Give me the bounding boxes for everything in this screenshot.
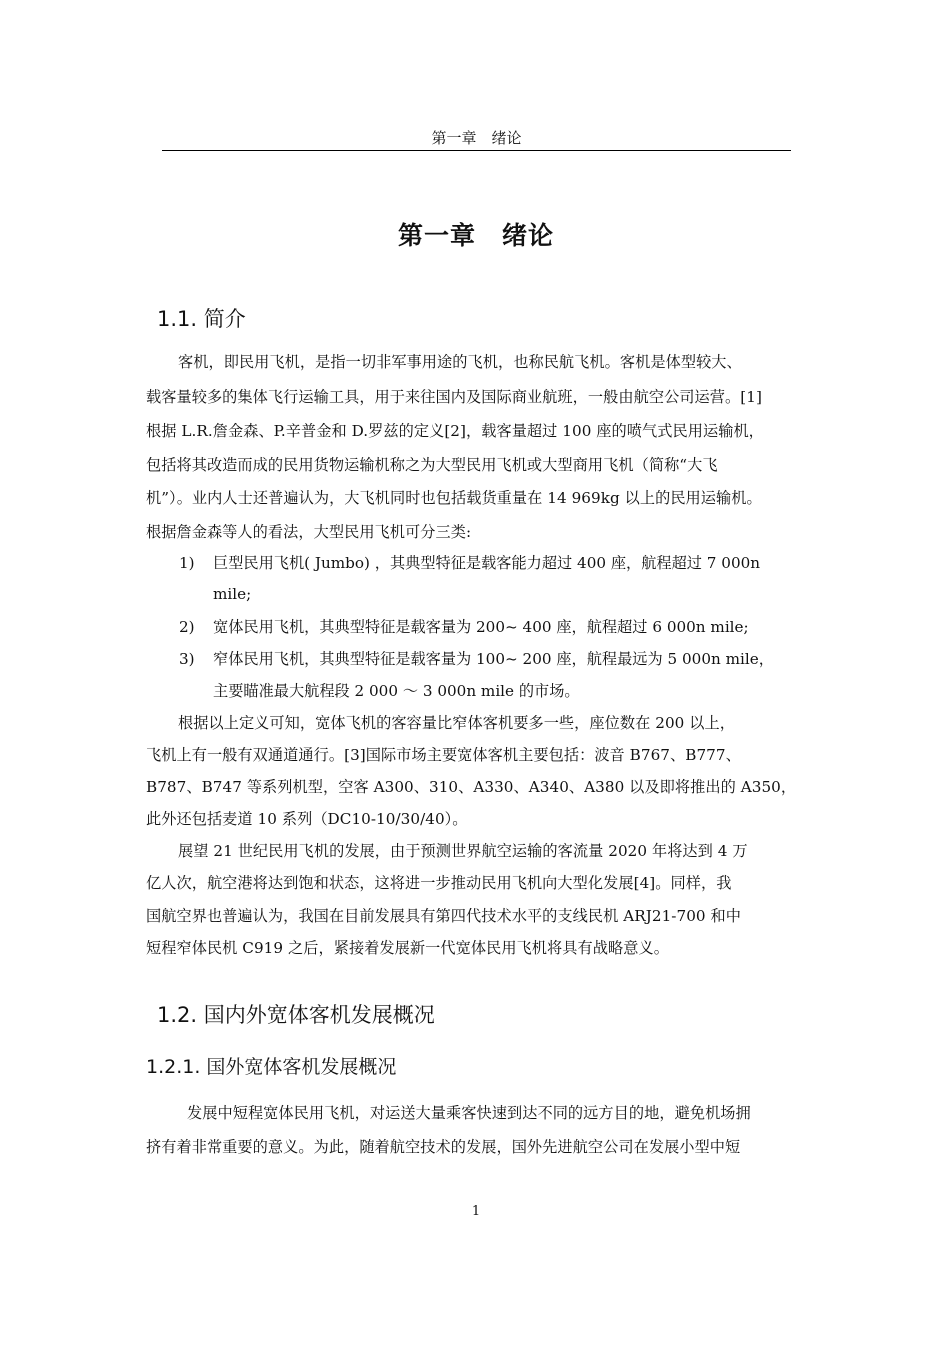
- paragraph-line: 国航空界也普遍认为，我国在目前发展具有第四代技术水平的支线民机 ARJ21-700 和中: [146, 907, 741, 925]
- list-item-text: 主要瞄准最大航程段 2 000 ～ 3 000n mile 的市场。: [213, 682, 580, 700]
- paragraph-line: 挤有着非常重要的意义。为此，随着航空技术的发展，国外先进航空公司在发展小型中短: [146, 1138, 741, 1156]
- list-item-text: 宽体民用飞机，其典型特征是载客量为 200~ 400 座，航程超过 6 000n mile;: [213, 618, 749, 636]
- paragraph-line: 根据詹金森等人的看法，大型民用飞机可分三类:: [146, 523, 472, 541]
- paragraph-line: 机”）。业内人士还普遍认为，大飞机同时也包括载货重量在 14 969kg 以上的民用运输机。: [146, 489, 762, 507]
- list-item-text: 巨型民用飞机( Jumbo) ，其典型特征是载客能力超过 400 座，航程超过 7 000n: [213, 554, 761, 572]
- paragraph-line: 根据 L.R.詹金森、P.辛普金和 D.罗兹的定义[2]，载客量超过 100 座的喷气式民用运输机，: [146, 422, 764, 440]
- paragraph-line: 包括将其改造而成的民用货物运输机称之为大型民用飞机或大型商用飞机（简称“大飞: [146, 456, 718, 474]
- paragraph-line: 发展中短程宽体民用飞机，对运送大量乘客快速到达不同的远方目的地，避免机场拥: [187, 1104, 751, 1122]
- paragraph-line: 展望 21 世纪民用飞机的发展，由于预测世界航空运输的客流量 2020 年将达到 4 万: [178, 842, 748, 860]
- paragraph-line: 根据以上定义可知，宽体飞机的客容量比窄体客机要多一些，座位数在 200 以上，: [178, 714, 735, 732]
- running-header: 第一章 绪论: [431, 129, 522, 147]
- paragraph-line: B787、B747 等系列机型，空客 A300、310、A330、A340、A380 以及即将推出的 A350，: [146, 778, 797, 796]
- section-heading-1-2: 1.2. 国内外宽体客机发展概况: [157, 1003, 435, 1027]
- list-item-text: mile;: [213, 585, 252, 603]
- paragraph-line: 载客量较多的集体飞行运输工具，用于来往国内及国际商业航班，一般由航空公司运营。[1]: [146, 388, 762, 406]
- paragraph-line: 飞机上有一般有双通道通行。[3]国际市场主要宽体客机主要包括：波音 B767、B777、: [146, 746, 741, 764]
- paragraph-line: 亿人次，航空港将达到饱和状态，这将进一步推动民用飞机向大型化发展[4]。同样，我: [146, 874, 732, 892]
- chapter-title: 第一章 绪论: [397, 221, 554, 250]
- list-item-number: 3): [179, 650, 195, 668]
- paragraph-line: 此外还包括麦道 10 系列（DC10-10/30/40）。: [146, 810, 468, 828]
- paragraph-line: 短程窄体民机 C919 之后，紧接着发展新一代宽体民用飞机将具有战略意义。: [146, 939, 669, 957]
- list-item-number: 1): [179, 554, 195, 572]
- section-heading-1-1: 1.1. 简介: [157, 307, 246, 331]
- header-rule: [162, 150, 791, 151]
- page-number: 1: [471, 1204, 481, 1219]
- list-item-number: 2): [179, 618, 195, 636]
- list-item-text: 窄体民用飞机，其典型特征是载客量为 100~ 200 座，航程最远为 5 000n mile，: [213, 650, 774, 668]
- paragraph-line: 客机，即民用飞机，是指一切非军事用途的飞机，也称民航飞机。客机是体型较大、: [178, 353, 742, 371]
- subsection-heading-1-2-1: 1.2.1. 国外宽体客机发展概况: [146, 1056, 397, 1078]
